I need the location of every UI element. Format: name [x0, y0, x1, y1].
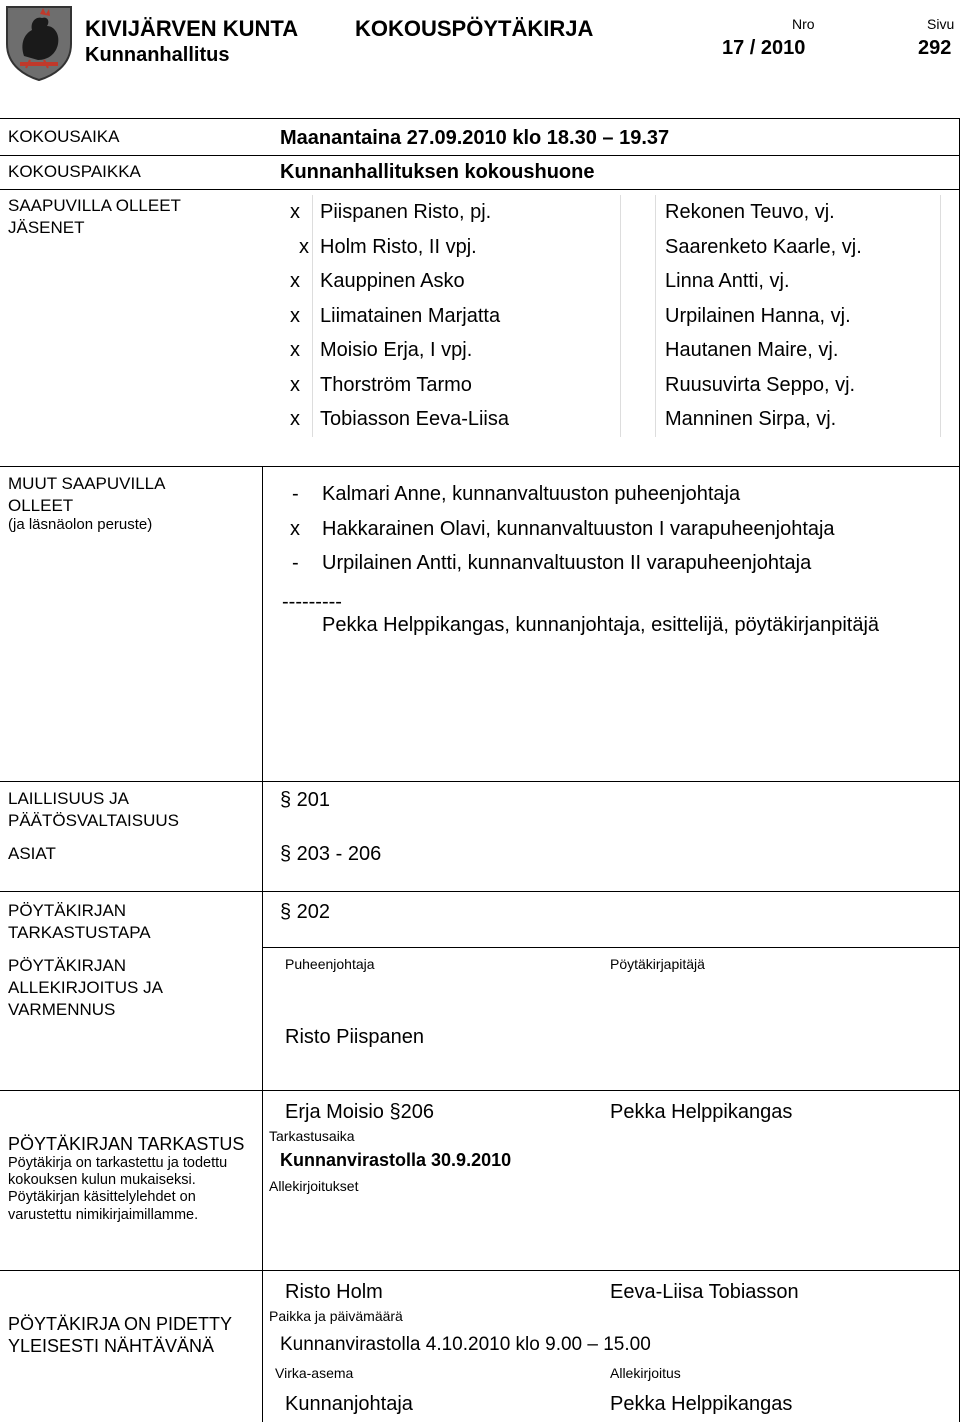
legality-label: LAILLISUUS JA [8, 789, 129, 808]
meeting-place-value: Kunnanhallituksen kokoushuone [280, 161, 595, 183]
divider [0, 781, 960, 782]
table-top-border [0, 118, 960, 119]
deputy-name: Hautanen Maire, vj. [665, 339, 839, 361]
deputy-name: Saarenketo Kaarle, vj. [665, 236, 862, 258]
divider [0, 1270, 960, 1271]
member-name: Kauppinen Asko [320, 270, 465, 292]
inspector-signature: Eeva-Liisa Tobiasson [610, 1281, 799, 1303]
member-name: Tobiasson Eeva-Liisa [320, 408, 509, 430]
inspection-time-caption: Tarkastusaika [269, 1128, 355, 1144]
grid-line [940, 195, 941, 437]
chair-name: Risto Piispanen [285, 1026, 424, 1048]
divider [0, 155, 960, 156]
separator-dashes: --------- [282, 591, 342, 613]
rapporteur: Pekka Helppikangas, kunnanjohtaja, esittelijä, pöytäkirjanpitäjä [322, 614, 880, 636]
divider [262, 947, 960, 948]
attendance-mark: x [290, 270, 300, 292]
meeting-time-label: KOKOUSAIKA [8, 127, 120, 146]
inspection-time-value: Kunnanvirastolla 30.9.2010 [280, 1150, 512, 1170]
others-label: MUUT SAAPUVILLA [8, 474, 166, 493]
deputy-name: Linna Antti, vj. [665, 270, 790, 292]
others-label: OLLEET [8, 496, 74, 515]
attendance-mark: x [290, 201, 300, 223]
inspection-description: Pöytäkirja on tarkastettu ja todettu [8, 1155, 228, 1171]
deputy-name: Manninen Sirpa, vj. [665, 408, 837, 430]
divider [0, 891, 960, 892]
meeting-time-value: Maanantaina 27.09.2010 klo 18.30 – 19.37 [280, 127, 670, 149]
display-label: YLEISESTI NÄHTÄVÄNÄ [8, 1336, 215, 1356]
member-name: Holm Risto, II vpj. [320, 236, 477, 258]
member-name: Piispanen Risto, pj. [320, 201, 492, 223]
deputy-name: Ruusuvirta Seppo, vj. [665, 374, 856, 396]
divider [0, 189, 960, 190]
deputy-name: Urpilainen Hanna, vj. [665, 305, 851, 327]
display-place-value: Kunnanvirastolla 4.10.2010 klo 9.00 – 15.00 [280, 1334, 651, 1355]
secretary-caption: Pöytäkirjapitäjä [610, 956, 705, 972]
inspection-label: PÖYTÄKIRJAN TARKASTUS [8, 1134, 245, 1154]
attendance-mark: x [290, 408, 300, 430]
municipality-name: KIVIJÄRVEN KUNTA [85, 16, 299, 41]
meeting-number: 17 / 2010 [722, 37, 806, 59]
municipality-crest-logo [4, 4, 74, 82]
legality-section: § 201 [280, 789, 331, 811]
members-label: SAAPUVILLA OLLEET [8, 196, 181, 215]
other-attendee: Kalmari Anne, kunnanvaltuuston puheenjohtaja [322, 483, 741, 505]
page-number: 292 [918, 37, 952, 59]
members-label: JÄSENET [8, 218, 85, 237]
attendance-mark: x [290, 374, 300, 396]
divider [0, 466, 960, 467]
signing-label: PÖYTÄKIRJAN [8, 956, 127, 975]
member-name: Thorström Tarmo [320, 374, 472, 396]
display-signature: Pekka Helppikangas [610, 1393, 793, 1415]
signing-label: VARMENNUS [8, 1000, 116, 1019]
inspection-description: varustettu nimikirjaimillamme. [8, 1207, 199, 1223]
place-date-caption: Paikka ja päivämäärä [269, 1308, 403, 1324]
deputy-name: Rekonen Teuvo, vj. [665, 201, 835, 223]
attendance-mark: x [290, 305, 300, 327]
attendance-mark: x [290, 339, 300, 361]
attendance-mark: x [299, 236, 309, 258]
other-attendee: Urpilainen Antti, kunnanvaltuuston II varapuheenjohtaja [322, 552, 812, 574]
matters-label: ASIAT [8, 844, 56, 863]
second-chair-name: Erja Moisio §206 [285, 1101, 434, 1123]
secretary-name: Pekka Helppikangas [610, 1101, 793, 1123]
legality-label: PÄÄTÖSVALTAISUUS [8, 811, 179, 830]
signatures-caption: Allekirjoitukset [269, 1178, 359, 1194]
attendance-mark: - [292, 483, 299, 505]
nro-label: Nro [792, 16, 815, 32]
others-label-note: (ja läsnäolon peruste) [8, 516, 153, 533]
attendance-mark: x [290, 518, 300, 540]
divider [0, 1090, 960, 1091]
check-method-section: § 202 [280, 901, 331, 923]
column-divider [262, 466, 263, 1422]
member-name: Moisio Erja, I vpj. [320, 339, 473, 361]
signing-label: ALLEKIRJOITUS JA [8, 978, 163, 997]
grid-line [655, 195, 656, 437]
display-label: PÖYTÄKIRJA ON PIDETTY [8, 1314, 233, 1334]
chair-caption: Puheenjohtaja [285, 956, 375, 972]
inspection-description: kokouksen kulun mukaiseksi. [8, 1172, 196, 1188]
attendance-mark: - [292, 552, 299, 574]
grid-line [620, 195, 621, 437]
signature-caption: Allekirjoitus [610, 1365, 681, 1381]
matters-sections: § 203 - 206 [280, 843, 382, 865]
position-caption: Virka-asema [275, 1365, 354, 1381]
meeting-place-label: KOKOUSPAIKKA [8, 162, 141, 181]
page-label: Sivu [927, 16, 955, 32]
other-attendee: Hakkarainen Olavi, kunnanvaltuuston I varapuheenjohtaja [322, 518, 835, 540]
check-method-label: TARKASTUSTAPA [8, 923, 151, 942]
member-name: Liimatainen Marjatta [320, 305, 501, 327]
check-method-label: PÖYTÄKIRJAN [8, 901, 127, 920]
position-value: Kunnanjohtaja [285, 1393, 413, 1415]
inspector-signature: Risto Holm [285, 1281, 383, 1303]
governing-body: Kunnanhallitus [85, 44, 230, 66]
grid-line [312, 195, 313, 437]
document-type: KOKOUSPÖYTÄKIRJA [355, 16, 594, 41]
inspection-description: Pöytäkirjan käsittelylehdet on [8, 1189, 196, 1205]
